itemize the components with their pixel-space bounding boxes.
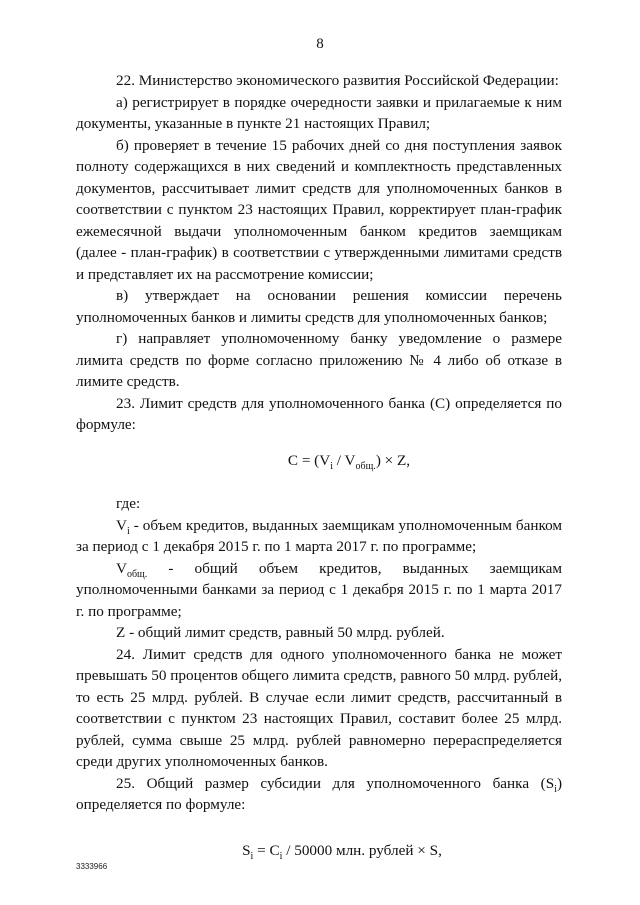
formula-subsidy-sub-i: i [250,850,254,862]
definition-vi-text: - объем кредитов, выданных заемщикам уполномоченным банком за период с 1 декабря 2015 г. по 1 марта 2017 г. по программе; [76,516,562,555]
paragraph-22g: г) направляет уполномоченному банку уведомление о размере лимита средств по форме согласно приложению № 4 либо об отказе в лимите средств. [76,330,562,390]
formula-subsidy [76,840,562,862]
definition-z: Z - общий лимит средств, равный 50 млрд. рублей. [116,624,445,641]
paragraph-22b: б) проверяет в течение 15 рабочих дней со дня поступления заявок полноту содержащихся в них сведений и комплектность представленных документов, рассчитывает лимит средств для уполномоченных банков в соответствии с пунктом 23 настоящих Правил, корректирует план-график ежемесячной выдачи уполномоченным банком кредитов заемщикам (далее - план-график) в соответствии с утвержденными лимитами средств и представляет их на рассмотрение комиссии; [76,136,562,283]
formula-limit-rhs: ) × Z, [375,451,411,469]
symbol-v-obsh: V [116,559,127,577]
symbol-v-sub-obsh: общ. [126,568,148,580]
paragraph-23: 23. Лимит средств для уполномоченного банка (С) определяется по формуле: [76,394,562,433]
formula-limit-sub-i: i [330,460,333,472]
symbol-v: V [116,516,127,534]
paragraph-25-text: 25. Общий размер субсидии для уполномоченного банка (S [116,774,555,792]
paragraph-22v: в) утверждает на основании решения комиссии перечень уполномоченных банков и лимиты средств для уполномоченных банков; [76,287,562,326]
paragraph-22a: а) регистрирует в порядке очередности заявки и прилагаемые к ним документы, указанные в пункте 21 настоящих Правил; [76,93,562,132]
definition-vi [76,515,562,558]
formula-limit-mid: / V [333,451,356,469]
formula-limit-sub-obsh: общ. [355,460,376,472]
formula-subsidy-mid: = C [253,841,280,859]
paragraph-24: 24. Лимит средств для одного уполномоченного банка не может превышать 50 процентов общего лимита средств, равного 50 млрд. рублей, то есть 25 млрд. рублей. В случае если лимит средств, рассчитанный в соответствии с пунктом 23 настоящих Правил, составит более 25 млрд. рублей, сумма свыше 25 млрд. рублей равномерно перераспределяется среди других уполномоченных банков. [76,645,562,770]
formula-subsidy-sub-ci: i [279,850,283,862]
page-number: 8 [316,36,324,52]
where-label: где: [116,495,141,512]
document-id: 3333966 [76,862,108,871]
paragraph-25-sub-i: i [554,783,557,795]
formula-limit-lhs: C = (V [287,451,331,469]
definition-vobsh [76,558,562,623]
paragraph-22: 22. Министерство экономического развития Российской Федерации: [116,72,559,89]
formula-subsidy-rhs: / 50000 млн. рублей × S, [282,841,442,859]
paragraph-25-end: ) определяется по формуле: [76,774,562,813]
symbol-v-sub-i: i [126,525,130,537]
paragraph-25 [76,773,562,816]
document-body [76,70,562,861]
formula-limit [76,450,562,472]
definition-vobsh-text: - общий объем кредитов, выданных заемщикам уполномоченными банками за период с 1 декабря 2015 г. по 1 марта 2017 г. по программе; [76,559,562,620]
formula-subsidy-lhs: S [242,841,251,859]
